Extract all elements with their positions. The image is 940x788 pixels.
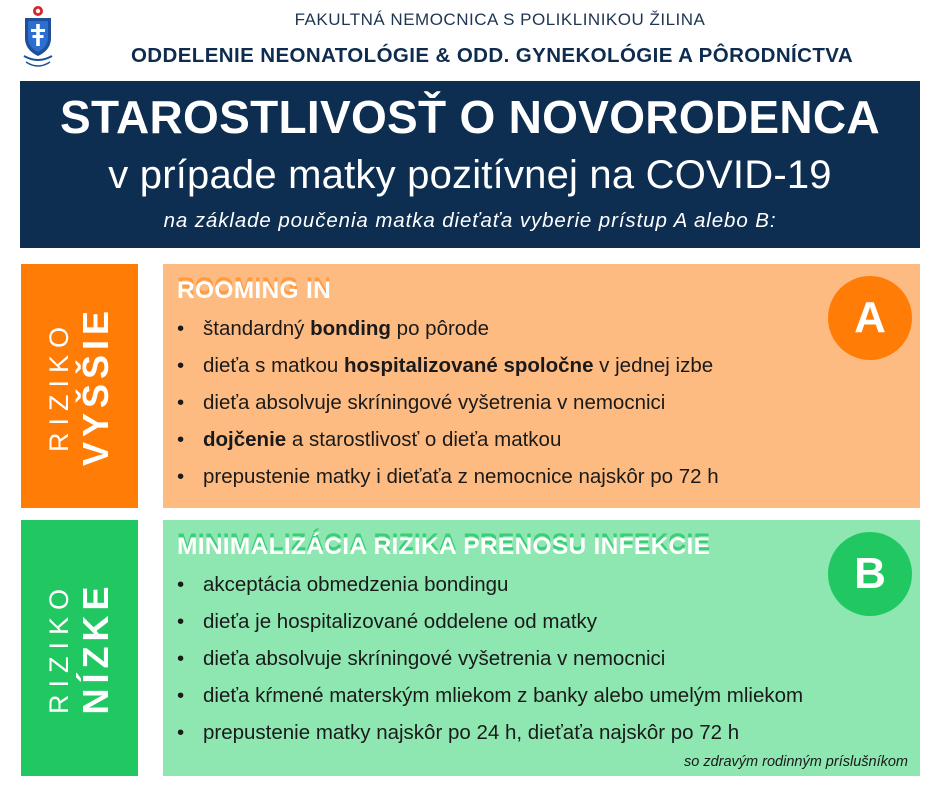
banner-subtitle: v prípade matky pozitívnej na COVID-19 [108, 153, 832, 197]
list-item: • prepustenie matky najskôr po 24 h, dieťaťa najskôr po 72 h [177, 721, 740, 744]
risk-label-lower [21, 520, 138, 776]
footnote: so zdravým rodinným príslušníkom [683, 754, 908, 770]
title-banner [20, 81, 920, 248]
option-b-badge: B [828, 532, 912, 616]
option-b-title: MINIMALIZÁCIA RIZIKA PRENOSU INFEKCIE [177, 533, 711, 560]
list-item: • štandardný bonding po pôrode [177, 317, 489, 340]
list-item: • dieťa je hospitalizované oddelene od matky [177, 610, 598, 633]
option-a-badge: A [828, 276, 912, 360]
department-name: ODDELENIE NEONATOLÓGIE & ODD. GYNEKOLÓGIE A PÔRODNÍCTVA [130, 44, 854, 67]
option-b-list [177, 566, 803, 751]
list-item: • akceptácia obmedzenia bondingu [177, 573, 509, 596]
option-a-list [177, 310, 719, 495]
option-b-panel [163, 520, 920, 776]
banner-title: STAROSTLIVOSŤ O NOVORODENCA [60, 91, 880, 143]
risk-label-small: RIZIKO [43, 320, 74, 453]
hospital-name: FAKULTNÁ NEMOCNICA S POLIKLINIKOU ŽILINA [294, 10, 706, 29]
risk-label-small: RIZIKO [43, 582, 74, 715]
list-item: • dojčenie a starostlivosť o dieťa matkou [177, 428, 562, 451]
option-a-panel [163, 264, 920, 508]
list-item: • dieťa absolvuje skríningové vyšetrenia v nemocnici [177, 647, 666, 670]
list-item: • dieťa kŕmené materským mliekom z banky alebo umelým mliekom [177, 684, 804, 707]
list-item: • dieťa absolvuje skríningové vyšetrenia v nemocnici [177, 391, 666, 414]
risk-label-big: VYŠŠIE [74, 305, 116, 467]
list-item: • prepustenie matky i dieťaťa z nemocnice najskôr po 72 h [177, 465, 719, 488]
list-item: • dieťa s matkou hospitalizované spoločne v jednej izbe [177, 354, 714, 377]
option-a-title: ROOMING IN [177, 277, 332, 304]
hospital-crest-icon [20, 4, 56, 74]
risk-label-higher [21, 264, 138, 508]
risk-label-big: NÍZKE [74, 581, 116, 715]
banner-note: na základe poučenia matka dieťaťa vyberie prístup A alebo B: [163, 209, 777, 232]
